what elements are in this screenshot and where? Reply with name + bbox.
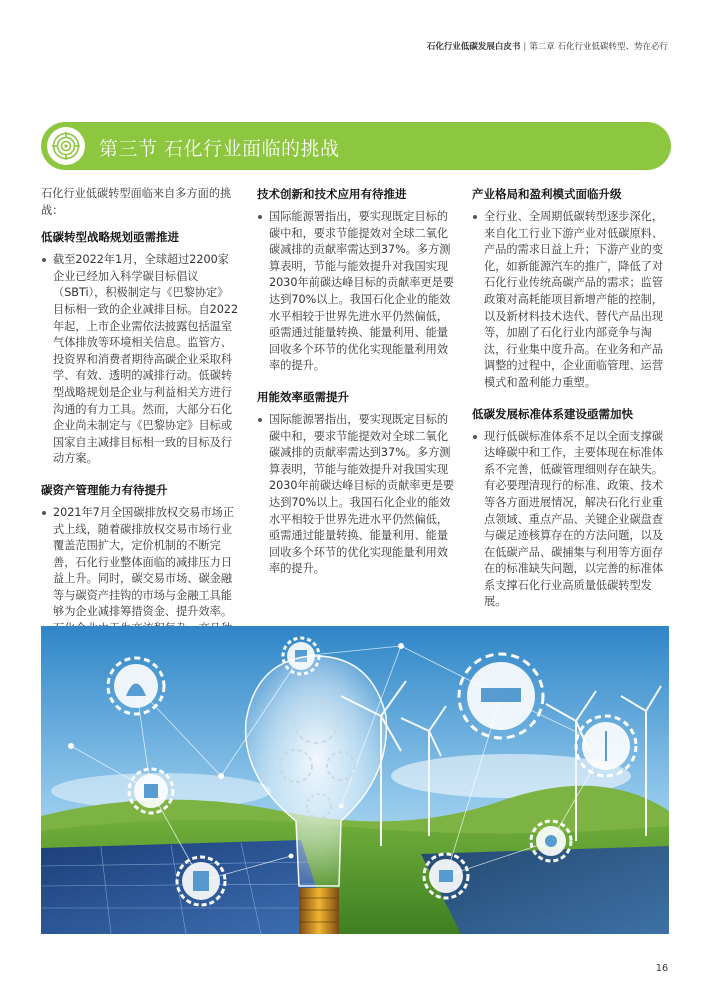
header-separator: | (523, 42, 527, 52)
page-number: 16 (655, 963, 668, 974)
challenge-heading: 用能效率亟需提升 (257, 389, 349, 404)
challenge-text: 截至2022年1月，全球超过2200家企业已经加入科学碳目标倡议（SBTi），积极制定与《巴黎协定》目标相一致的企业减排目标。自2022年起，上市企业需依法披露包括温室气体排放等环境相关信息。监管方、投资界和消费者期待高碳企业采取科学、有效、透明的减排行动。低碳转型战略规划是企业与利益相关方进行沟通的有力工具。然而，大部分石化企业尚未制定与《巴黎协定》目标或国家自主减排目标相一致的目标及行动方案。 (41, 252, 239, 468)
challenge-text: 国际能源署指出，要实现既定目标的碳中和，要求节能提效对全球二氧化碳减排的贡献率需达到37%。多方测算表明，节能与能效提升对我国实现2030年前碳达峰目标的贡献率更是要达到70%以上。我国石化企业的能效水平相较于世界先进水平仍然偏低，亟需通过能量转换、能量利用、能量回收多个环节的优化实现能量利用效率的提升。 (257, 209, 455, 375)
intro-text: 石化行业低碳转型面临来自多方面的挑战： (41, 187, 232, 217)
challenge-text: 全行业、全周期低碳转型逐步深化，来自化工行业下游产业对低碳原料、产品的需求日益上升；下游产业的变化，如新能源汽车的推广，降低了对石化行业传统高碳产品的需求；监管政策对高耗能项目新增产能的控制，以及新材料技术迭代、替代产品出现等，加剧了石化行业内部竞争与淘汰，行业集中度升高。在业务和产品调整的过程中，企业面临管理、运营模式和盈利能力重塑。 (472, 209, 670, 392)
challenge-text: 2021年7月全国碳排放权交易市场正式上线，随着碳排放权交易市场行业覆盖范围扩大，定价机制的不断完善，石化行业整体面临的减排压力日益上升。同时，碳交易市场、碳金融等与碳资产挂钩的市场与金融工具能够为企业减排筹措资金、提升效率。 (41, 505, 239, 704)
section-banner (41, 122, 671, 170)
text-column-3 (472, 186, 670, 625)
challenge-text: 现行低碳标准体系不足以全面支撑碳达峰碳中和工作，主要体现在标准体系不完善，低碳管理细则存在缺失。有必要理清现行的标准、政策、技术等各方面进展情况，解决石化行业重点领域、重点产品、关键企业碳盘查与碳足迹核算存在的方法问题，以及在低碳产品、碳捕集与利用等方面存在的标准缺失问题，以完善的标准体系支撑石化行业高质量低碳转型发展。 (472, 429, 670, 612)
challenge-heading: 技术创新和技术应用有待推进 (257, 187, 407, 201)
challenge-heading: 低碳发展标准体系建设亟需加快 (472, 406, 633, 421)
challenge-heading: 产业格局和盈利模式面临升级 (472, 187, 622, 201)
target-icon (47, 127, 85, 165)
section-title: 第三节 石化行业面临的挑战 (99, 138, 340, 160)
hero-illustration (41, 626, 669, 934)
chapter-title: 第二章 石化行业低碳转型、势在必行 (529, 42, 668, 52)
challenge-heading: 碳资产管理能力有待提升 (41, 482, 168, 497)
challenge-text: 国际能源署指出，要实现既定目标的碳中和，要求节能提效对全球二氧化碳减排的贡献率需达到37%。多方测算表明，节能与能效提升对我国实现2030年前碳达峰目标的贡献率更是要达到70%以上。我国石化企业的能效水平相较于世界先进水平仍然偏低，亟需通过能量转换、能量利用、能量回收多个环节的优化实现能量利用效率的提升。 (257, 412, 455, 578)
running-header (427, 40, 668, 52)
challenge-heading: 低碳转型战略规划亟需推进 (41, 230, 179, 245)
text-column-2 (257, 186, 455, 592)
report-title: 石化行业低碳发展白皮书 (426, 42, 521, 52)
